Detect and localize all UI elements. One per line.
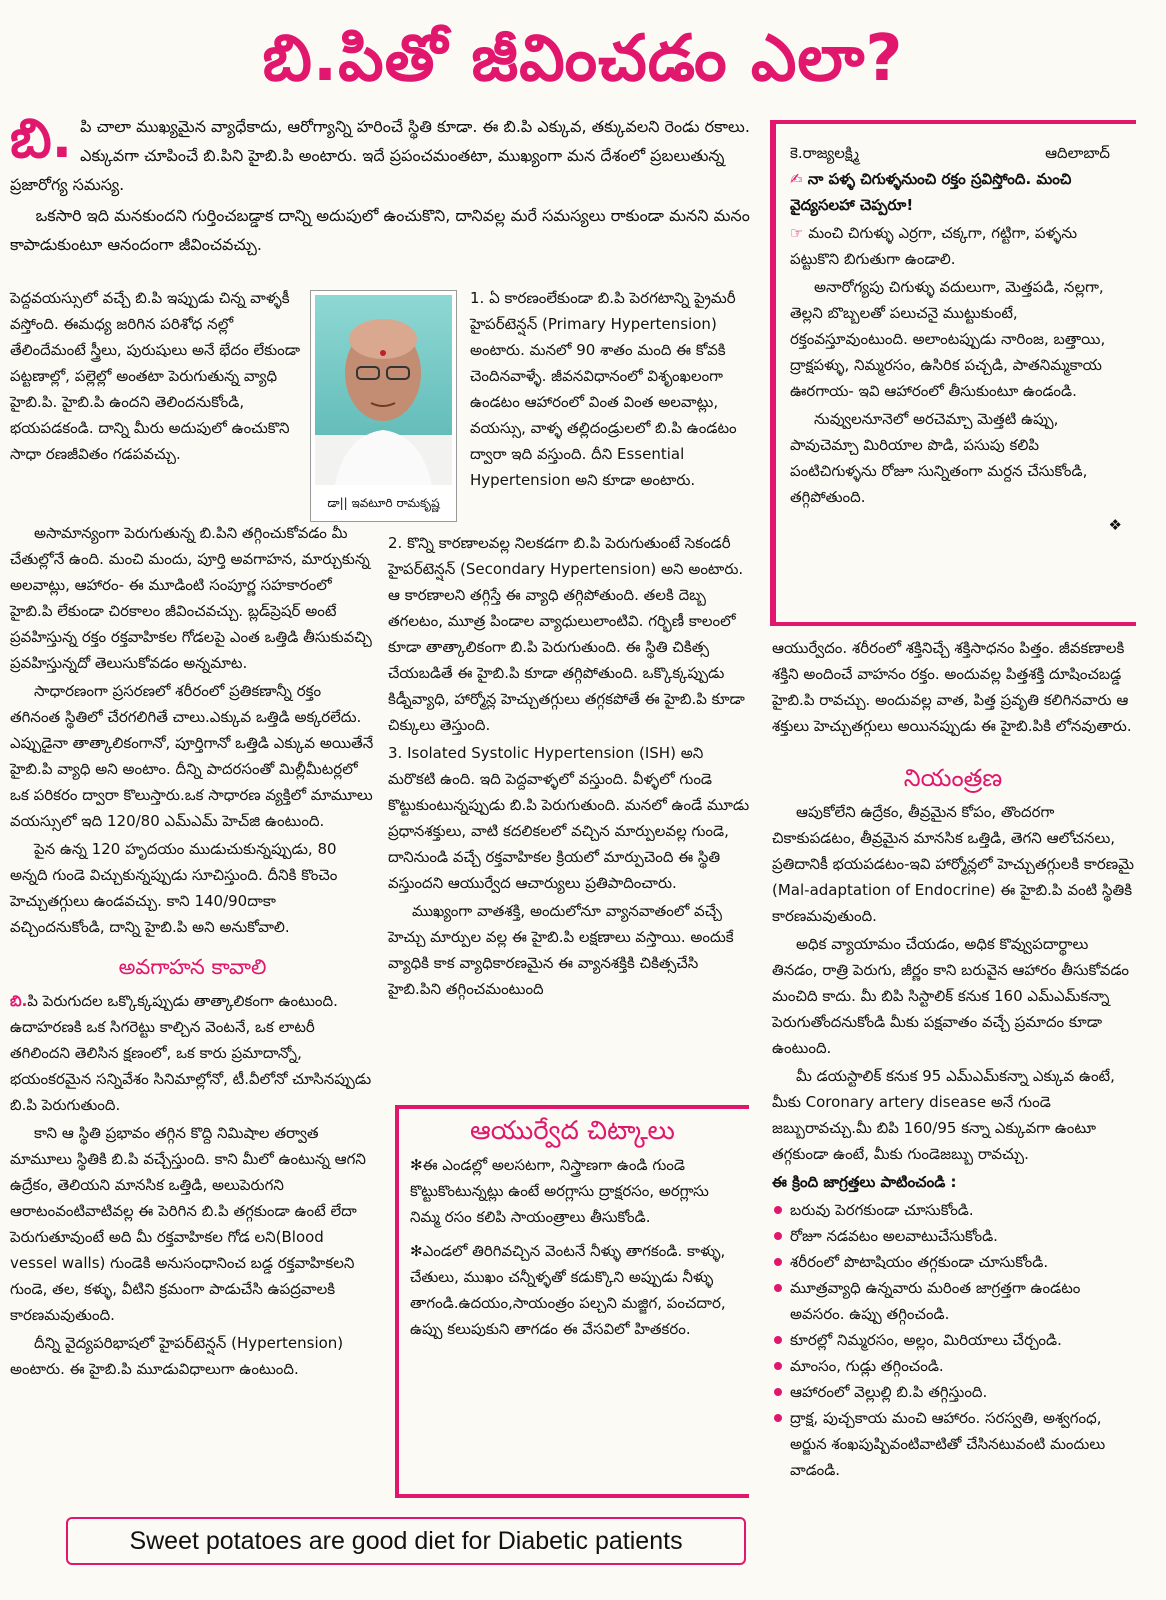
pointing-hand-icon: ☞ xyxy=(790,224,809,242)
tip-item xyxy=(410,1152,735,1230)
intro-paragraph: ఒకసారి ఇది మనకుందని గుర్తించబడ్డాక దాన్ని అదుపులో ఉంచుకొని, దానివల్ల మరే సమస్యలు రాకుండా మనని మనం కాపాడుకుంటూ ఆనందంగా జీవించవచ్చు. xyxy=(10,206,750,254)
list-item: ద్రాక్ష, పుచ్చకాయ మంచి ఆహారం. సరస్వతి, అశ్వగంధ, అర్జున శంఖపుష్పివంటివాటితో చేసినటువంటి మందులు వాడండి. xyxy=(772,1405,1134,1483)
page-title: బి.పితో జీవించడం ఎలా? xyxy=(262,22,904,96)
list-item: ఆహారంలో వెల్లుల్లి బి.పి తగ్గిస్తుంది. xyxy=(772,1379,1134,1405)
photo-caption: డా|| ఇవటూరి రామకృష్ణ xyxy=(327,496,440,510)
paragraph xyxy=(10,988,375,1118)
answer: నువ్వులనూనెలో అరచెమ్చా మెత్తటి ఉప్పు, పావుచెమ్చా మిరియాల పొడి, పసుపు కలిపి పంటిచిగుళ్ళను రోజూ సున్నితంగా మర్దన చేసుకోండి, తగ్గిపోతుంది. xyxy=(790,410,1088,506)
answer-text: మంచి చిగుళ్ళు ఎర్రగా, చక్కగా, గట్టిగా, పళ్ళను పట్టుకొని బిగుతుగా ఉండాలి. xyxy=(790,224,1078,268)
question-text: నా పళ్ళ చిగుళ్ళనుంచి రక్తం స్రవిస్తోంది. మంచి వైద్యసలహా చెప్పరూ! xyxy=(790,170,1072,214)
asker-line xyxy=(790,140,1130,166)
list-item: మూత్రవ్యాధి ఉన్నవారు మరింత జాగ్రత్తగా ఉండటం అవసరం. ఉప్పు తగ్గించండి. xyxy=(772,1275,1134,1327)
list-item: 2. కొన్ని కారణాలవల్ల నిలకడగా బి.పి పెరుగుతుంటే సెకండరీ హైపర్‌టెన్షన్ (Secondary Hypertension) అని అంటారు. ఆ కారణాలని తగ్గిస్తే ఈ వ్యాధి తగ్గిపోతుంది. తలకి దెబ్బ తగలటం, మూత్ర పిండాల వ్యాధులులాంటివి. గర్భిణీ కాలంలో కూడా తాత్కాలికంగా బి.పి పెరుగుతుంది. ఈ స్థితి చికిత్స చేయబడితే ఈ హైబి.పి కూడా తగ్గిపోతుంది. ఒక్కొక్కప్పుడు కిడ్నీవ్యాధి, హార్మోన్ల హెచ్చుతగ్గులు తగ్గకపోతే ఈ హైబి.పి కూడా చిక్కులు తెస్తుంది. xyxy=(388,534,745,734)
list-item: 3. Isolated Systolic Hypertension (ISH) అని మరొకటి ఉంది. ఇది పెద్దవాళ్ళలో వస్తుంది. వీళ్ళలో గుండె కొట్టుకుంటున్నప్పుడు బి.పి పెరుగుతుంది. మనలో ఉండే మూడు ప్రధానశక్తులు, వాటి కదలికలలో వచ్చిన మార్పులవల్ల గుండె, దానినుండి వచ్చే రక్తవాహికల క్రియలో మార్పుచెంది ఈ స్థితి వస్తుందని ఆయుర్వేద ఆచార్యులు ప్రతిపాదించారు. xyxy=(388,744,750,892)
question xyxy=(790,166,1130,218)
question-answer xyxy=(790,140,1130,538)
section-heading-awareness: అవగాహన కావాలి xyxy=(118,955,267,979)
column-3 xyxy=(772,635,1134,1483)
pen-icon: ✍ xyxy=(790,170,808,188)
intro-dropcap: బి. xyxy=(10,107,73,170)
paragraph: కాని ఆ స్థితి ప్రభావం తగ్గిన కొద్ది నిమిషాల తర్వాత మామూలు స్థితికి బి.పి వచ్చేస్తుంది. కాని మీలో ఉంటున్న ఆగని ఉద్రేకం, తెలియని మానసిక ఒత్తిడి, అలుపెరుగని ఆరాటంవంటివాటివల్ల ఈ పెరిగిన బి.పి తగ్గకుండా ఉంటే లేదా పెరుగుతూవుంటే అది మీ రక్తవాహికల గోడ లని(Blood vessel walls) గుండెకి అనుసంధానించ బడ్డ రక్తవాహికలని గుండె, తల, కళ్ళు, వీటిని క్రమంగా పాడుచేసి ఉపద్రవాలకి కారణమవుతుంది. xyxy=(10,1124,366,1324)
tip-text: ఈ ఎండల్లో అలసటగా, నిస్త్రాణగా ఉండి గుండె కొట్టుకొంటున్నట్లు ఉంటే అరగ్లాసు ద్రాక్షరసం, అరగ్లాసు నిమ్మ రసం కలిపి సాయంత్రాలు తీసుకోండి. xyxy=(410,1156,709,1226)
column-2 xyxy=(388,530,750,1004)
list-item: రోజూ నడవటం అలవాటుచేసుకోండి. xyxy=(772,1223,1134,1249)
asker-place: ఆదిలాబాద్ xyxy=(1045,144,1110,162)
section-heading-control: నియంత్రణ xyxy=(903,764,1003,792)
ayurveda-tips xyxy=(410,1118,735,1344)
list-item: మాంసం, గుడ్లు తగ్గించండి. xyxy=(772,1353,1134,1379)
doctor-portrait xyxy=(315,295,452,485)
list-heading: ఈ క్రింది జాగ్రత్తలు పాటించండి : xyxy=(772,1173,957,1191)
paragraph: అధిక వ్యాయామం చేయడం, అధిక కొవ్వుపదార్థాలు తినడం, రాత్రి పెరుగు, జీర్ణం కాని బరువైన ఆహారం తీసుకోవడం మంచిది కాదు. మీ బిపి సిస్టాలిక్ కనుక 160 ఎమ్ఎమ్‌కన్నా పెరుగుతోందనుకోండి మీకు పక్షవాతం వచ్చే ప్రమాదం కూడా ఉంటుంది. xyxy=(772,935,1129,1057)
section-heading-ayurveda: ఆయుర్వేద చిట్కాలు xyxy=(470,1116,675,1146)
doctor-photo xyxy=(310,290,457,522)
paragraph: ముఖ్యంగా వాతశక్తి, అందులోనూ వ్యానవాతంలో వచ్చే హెచ్చు మార్పుల వల్ల ఈ హైబి.పి లక్షణాలు వస్తాయి. అందుకే వ్యాధికి కాక వ్యాధికారణమైన ఈ వ్యానశక్తికి చికిత్సచేసి హైబి.పిని తగ్గించమంటుంది xyxy=(388,902,734,998)
list-item: బరువు పెరగకుండా చూసుకోండి. xyxy=(772,1197,1134,1223)
paragraph: పెద్దవయస్సులో వచ్చే బి.పి ఇప్పుడు చిన్న వాళ్ళకీ వస్తోంది. ఈమధ్య జరిగిన పరిశోధ నల్లో తేలిందేమంటే స్త్రీలు, పురుషులు అనే భేదం లేకుండా పట్టణాల్లో, పల్లెల్లో అంతటా పెరుగుతున్న వ్యాధి హైబి.పి. హైబి.పి ఉందని తెలిందనుకోండి, భయపడకండి. దాన్ని మీరు అదుపులో ఉంచుకొని సాధా రణజీవితం గడపవచ్చు. xyxy=(10,289,301,463)
list-item: 1. ఏ కారణంలేకుండా బి.పి పెరగటాన్ని ప్రైమరీ హైపర్‌టెన్షన్ (Primary Hypertension) అంటారు. మనలో 90 శాతం మంది ఈ కోవకి చెందినవాళ్ళే. జీవనవిధానంలో విశృంఖలంగా ఉండటం ఆహారంలో వింత వింత అలవాట్లు, వయస్సు, వాళ్ళ తల్లిదండ్రులలో బి.పి ఉండటం ద్వారా ఇది వస్తుంది. దీని Essential Hypertension అని కూడా అంటారు. xyxy=(470,289,737,489)
paragraph: దీన్ని వైద్యపరిభాషలో హైపర్‌టెన్షన్ (Hypertension) అంటారు. ఈ హైబి.పి మూడువిధాలుగా ఉంటుంది. xyxy=(10,1334,344,1378)
paragraph: సాధారణంగా ప్రసరణలో శరీరంలో ప్రతికణాన్నీ రక్తం తగినంత స్థితిలో చేరగలిగితే చాలు.ఎక్కువ ఒత్తిడి అక్కరలేదు. ఎప్పుడైనా తాత్కాలికంగానో, పూర్తిగానో ఒత్తిడి ఎక్కువ అయితేనే హైబి.పి వ్యాధి అని అంటాం. దీన్ని పాదరసంతో మిల్లీమీటర్లలో ఒక పరికరం ద్వారా కొలుస్తారు.ఒక సాధారణ వ్యక్తిలో మామూలు వయస్సులో ఇది 120/80 ఎమ్ఎమ్ హెచ్‌జి ఉంటుంది. xyxy=(10,682,374,830)
list-item: కూరల్లో నిమ్మరసం, అల్లం, మిరియాలు చేర్చండి. xyxy=(772,1327,1134,1353)
column-1 xyxy=(10,520,375,1384)
tip-text: ఎండలో తిరిగివచ్చిన వెంటనే నీళ్ళు తాగకండి. కాళ్ళు, చేతులు, ముఖం చన్నీళ్ళతో కడుక్కొని అప్పుడు నీళ్ళు తాగండి.ఉదయం,సాయంత్రం పల్చని మజ్జిగ, పంచదార, ఉప్పు కలుపుకుని తాగడం ఈ వేసవిలో హితకరం. xyxy=(410,1242,726,1338)
section-dropcap: బి. xyxy=(10,992,28,1010)
paragraph: ఆపుకోలేని ఉద్రేకం, తీవ్రమైన కోపం, తొందరగా చికాకుపడటం, తీవ్రమైన మానసిక ఒత్తిడి, తెగని ఆలోచనలు, ప్రతిదానికీ భయపడటం-ఇవి హార్మోన్లలో హెచ్చుతగ్గులకి కారణమై (Mal-adaptation of Endocrine) ఈ హైబి.పి వంటి స్థితికి కారణమవుతుంది. xyxy=(772,803,1135,925)
paragraph: అసామాన్యంగా పెరుగుతున్న బి.పిని తగ్గించుకోవడం మీ చేతుల్లోనే ఉంది. మంచి మందు, పూర్తి అవగాహన, మార్చుకున్న అలవాట్లు, ఆహారం- ఈ మూడింటి సంపూర్ణ సహకారంలో హైబి.పి లేకుండా చిరకాలం జీవించవచ్చు. బ్లడ్‌ప్రెషర్ అంటే ప్రవహిస్తున్న రక్తం రక్తవాహికల గోడలపై ఎంత ఒత్తిడి తీసుకువచ్చి ప్రవహిస్తున్నదో తెలుసుకోవడం అన్నమాట. xyxy=(10,524,372,672)
column-2-top xyxy=(470,285,750,495)
intro-paragraph: పి చాలా ముఖ్యమైన వ్యాధేకాదు, ఆరోగ్యాన్ని హరించే స్థితి కూడా. ఈ బి.పి ఎక్కువ, తక్కువలని రెండు రకాలు. ఎక్కువగా చూపించే బి.పిని హైబి.పి అంటారు. ఇదే ప్రపంచమంతటా, ముఖ్యంగా మన దేశంలో ప్రబలుతున్న ప్రజారోగ్య సమస్య. xyxy=(10,117,750,194)
paragraph: ఆయుర్వేదం. శరీరంలో శక్తినిచ్చే శక్తిసాధనం పిత్తం. జీవకణాలకి శక్తిని అందించే వాహనం రక్తం. అందువల్ల పిత్తశక్తి దూషించబడ్డ హైబి.పి రావచ్చు. అందువల్ల వాత, పిత్త ప్రవృతి కలిగినవారు ఆ శక్తులు హెచ్చుతగ్గులు అయినప్పుడు ఈ హైబి.పికి లోనవుతారు. xyxy=(772,639,1132,735)
answer xyxy=(790,220,1130,272)
intro xyxy=(10,107,758,261)
end-mark-icon: ❖ xyxy=(1108,516,1122,534)
paragraph: మీ డయస్టాలిక్ కనుక 95 ఎమ్ఎమ్‌కన్నా ఎక్కువ ఉంటే, మీకు Coronary artery disease అనే గుండె జబ్బురావచ్చు.మీ బిపి 160/95 కన్నా ఎక్కువగా ఉంటూ తగ్గకుండా ఉంటే, మీకు గుండెజబ్బు రావచ్చు. xyxy=(772,1067,1115,1163)
bottom-banner: Sweet potatoes are good diet for Diabetic patients xyxy=(66,1517,746,1565)
asterisk-icon: ✻ xyxy=(410,1242,423,1260)
asterisk-icon: ✻ xyxy=(410,1156,423,1174)
list-item: శరీరంలో పొటాషియం తగ్గకుండా చూసుకోండి. xyxy=(772,1249,1134,1275)
precautions-list xyxy=(772,1197,1134,1483)
tip-item xyxy=(410,1238,735,1342)
asker-name: కె.రాజ్యలక్ష్మి xyxy=(790,144,859,162)
answer: అనారోగ్యపు చిగుళ్ళు వదులుగా, మెత్తపడి, నల్లగా, తెల్లని బొబ్బలతో పలుచనై ముట్టుకుంటే, రక్తంవస్తూవుంటుంది. అలాంటప్పుడు నారింజ, బత్తాయి, ద్రాక్షపళ్ళు, నిమ్మరసం, ఉసిరిక పచ్చడి, పాతనిమ్మకాయ ఊరగాయ- ఇవి ఆహారంలో తీసుకుంటూ ఉండండి. xyxy=(790,278,1106,400)
paragraph-text: పి పెరుగుదల ఒక్కొక్కప్పుడు తాత్కాలికంగా ఉంటుంది. ఉదాహరణకి ఒక సిగరెట్టు కాల్చిన వెంటనే, ఒక లాటరీ తగిలిందని తెలిసిన క్షణంలో, ఒక కారు ప్రమాదాన్నో, భయంకరమైన సన్నివేశం సినిమాల్లోనో, టీ.వీలోనో చూసినప్పుడు బి.పి పెరుగుతుంది. xyxy=(10,992,372,1114)
column-1-top xyxy=(10,285,302,469)
paragraph: పైన ఉన్న 120 హృదయం ముడుచుకున్నప్పుడు, 80 అన్నది గుండె విచ్చుకున్నప్పుడు సూచిస్తుంది. దీనికి కొంచెం హెచ్చుతగ్గులు ఉండవచ్చు. కాని 140/90దాకా వచ్చిందనుకోండి, దాన్ని హైబి.పి అని అనుకోవాలి. xyxy=(10,840,338,936)
